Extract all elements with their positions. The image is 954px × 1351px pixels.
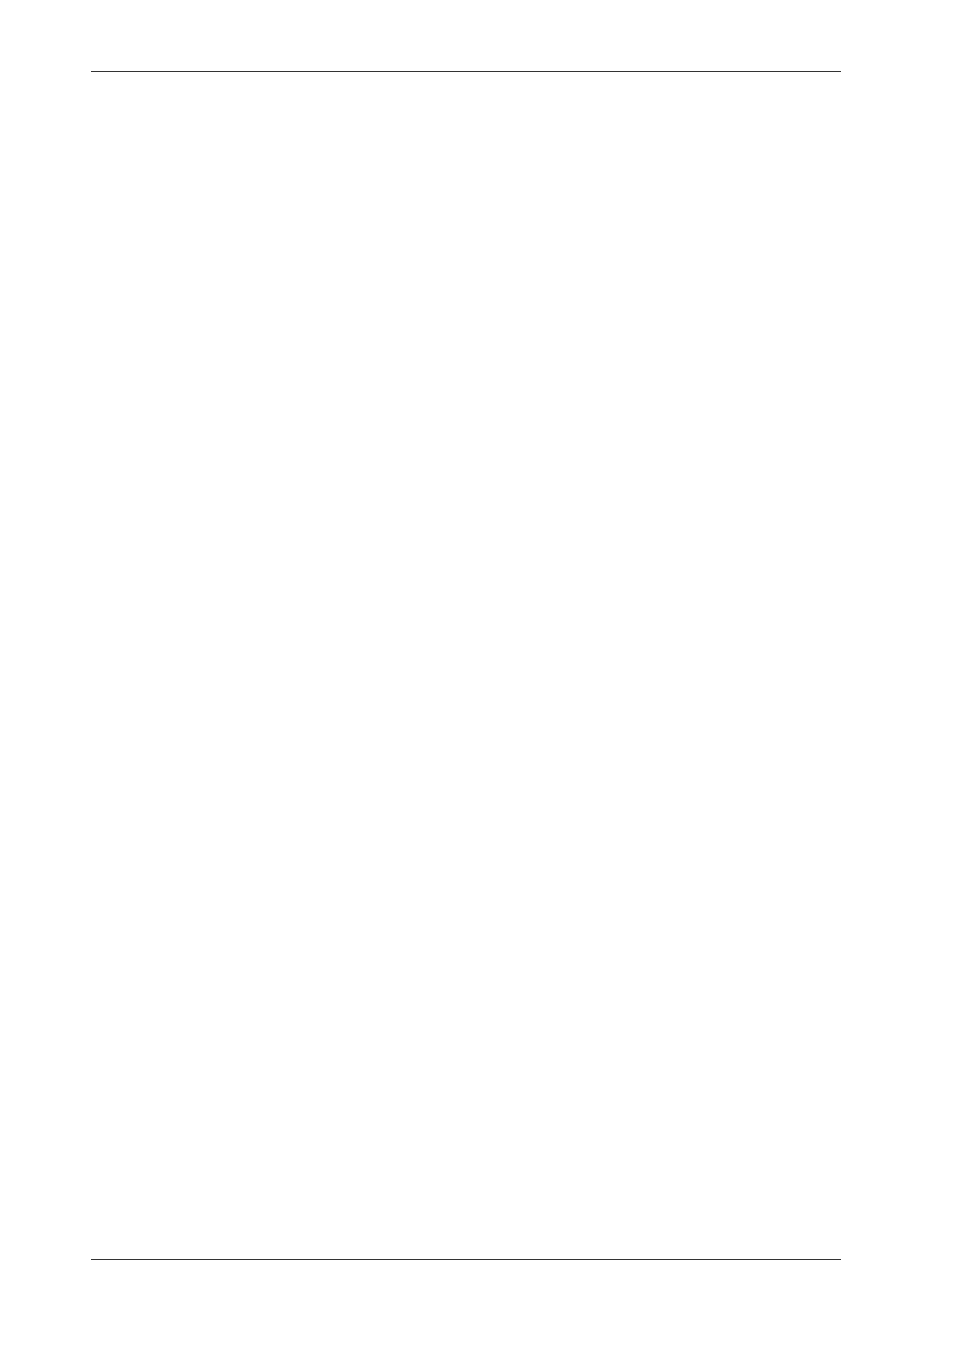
- table-of-contents: [113, 85, 840, 107]
- footer-rule: [91, 1259, 841, 1260]
- header-rule: [91, 71, 841, 72]
